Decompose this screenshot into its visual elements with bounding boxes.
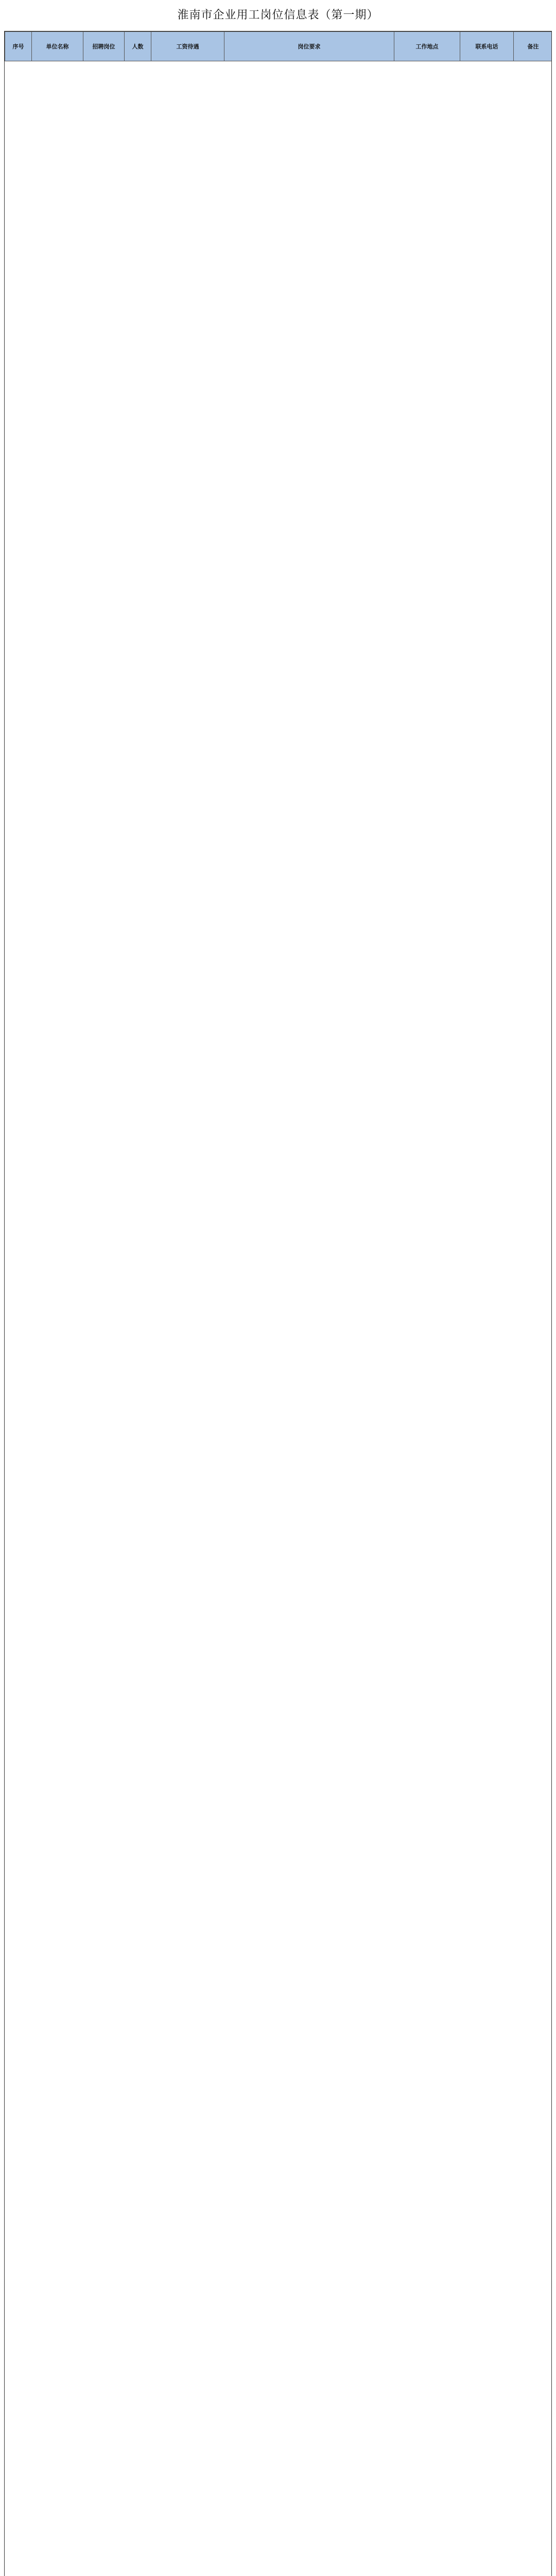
column-header: 备注: [514, 32, 552, 61]
column-header: 工资待遇: [151, 32, 224, 61]
table-header-row: [5, 32, 552, 61]
column-header: 人数: [125, 32, 151, 61]
column-header: 岗位要求: [224, 32, 394, 61]
job-table: [5, 31, 552, 61]
column-header: 招聘岗位: [83, 32, 125, 61]
document-title: 淮南市企业用工岗位信息表（第一期）: [177, 9, 379, 22]
column-header: 单位名称: [32, 32, 83, 61]
column-header: 联系电话: [460, 32, 514, 61]
job-table-container: [4, 31, 552, 2576]
column-header: 序号: [5, 32, 32, 61]
column-header: 工作地点: [394, 32, 460, 61]
